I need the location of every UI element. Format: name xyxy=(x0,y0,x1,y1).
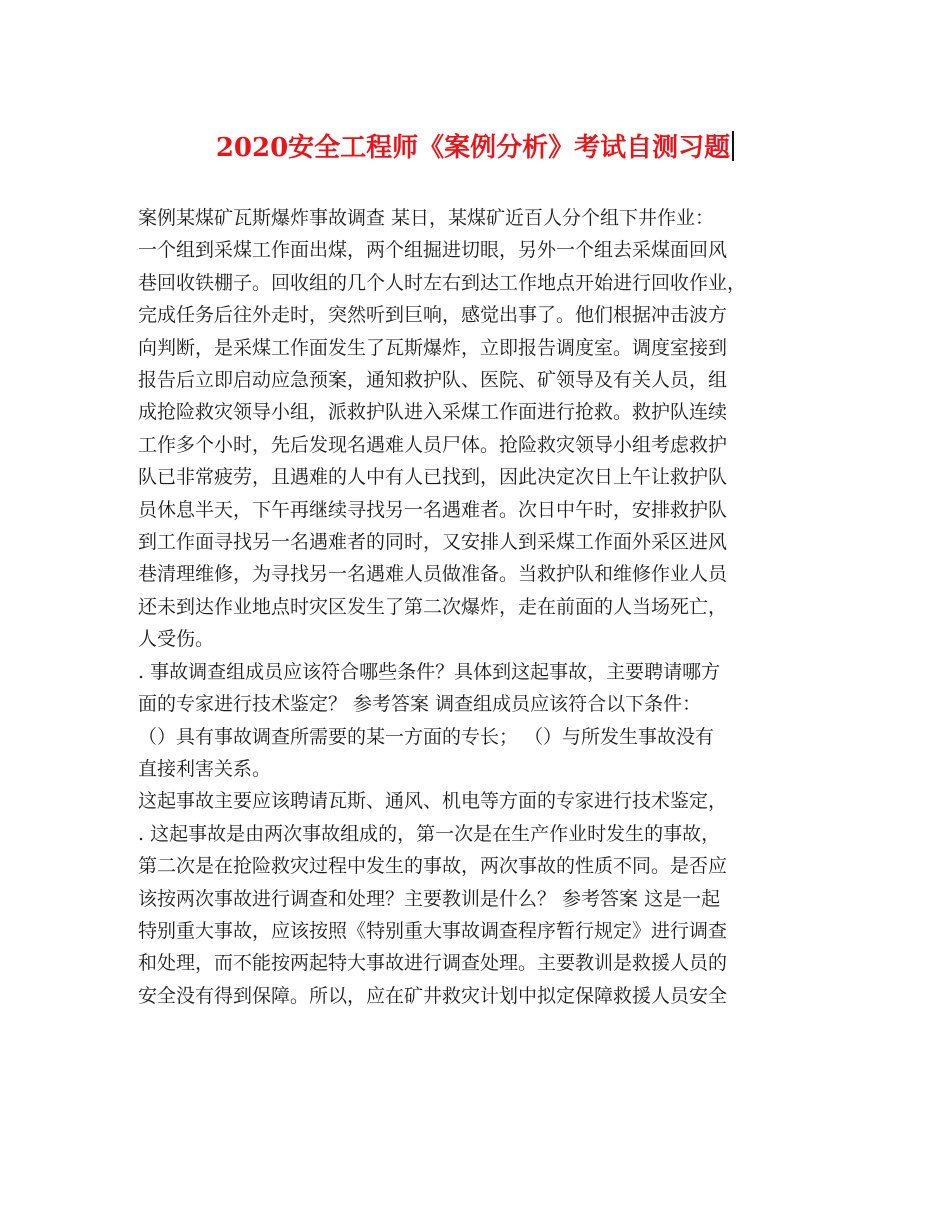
body-line: . 这起事故是由两次事故组成的，第一次是在生产作业时发生的事故， xyxy=(138,822,721,845)
body-line: 到工作面寻找另一名遇难者的同时，又安排人到采煤工作面外采区进风 xyxy=(138,531,728,554)
body-line: （）具有事故调查所需要的某一方面的专长； （）与所发生事故没有 xyxy=(138,725,715,748)
document-body xyxy=(138,202,818,1012)
body-line: 巷回收铁棚子。回收组的几个人时左右到达工作地点开始进行回收作业， xyxy=(138,271,747,294)
body-line: . 事故调查组成员应该符合哪些条件？具体到这起事故，主要聘请哪方 xyxy=(138,660,721,683)
body-line: 巷清理维修，为寻找另一名遇难人员做准备。当救护队和维修作业人员 xyxy=(138,563,728,586)
body-line: 员休息半天，下午再继续寻找另一名遇难者。次日中午时，安排救护队 xyxy=(138,498,728,521)
body-line: 第二次是在抢险救灾过程中发生的事故，两次事故的性质不同。是否应 xyxy=(138,855,728,878)
body-line: 安全没有得到保障。所以，应在矿井救灾计划中拟定保障救援人员安全 xyxy=(138,984,728,1007)
body-line: 一个组到采煤工作面出煤，两个组掘进切眼，另外一个组去采煤面回风 xyxy=(138,239,728,262)
body-line: 这起事故主要应该聘请瓦斯、通风、机电等方面的专家进行技术鉴定， xyxy=(138,790,728,813)
body-line: 面的专家进行技术鉴定？ 参考答案 调查组成员应该符合以下条件： xyxy=(138,693,702,716)
body-line: 案例某煤矿瓦斯爆炸事故调查 某日，某煤矿近百人分个组下井作业： xyxy=(138,207,715,229)
body-line: 报告后立即启动应急预案，通知救护队、医院、矿领导及有关人员，组 xyxy=(138,369,728,392)
document-title xyxy=(0,128,950,168)
body-line: 还未到达作业地点时灾区发生了第二次爆炸，走在前面的人当场死亡， xyxy=(138,595,728,618)
body-line: 队已非常疲劳，且遇难的人中有人已找到，因此决定次日上午让救护队 xyxy=(138,466,728,489)
body-line: 成抢险救灾领导小组，派救护队进入采煤工作面进行抢救。救护队连续 xyxy=(138,401,728,424)
body-line: 特别重大事故，应该按照《特别重大事故调查程序暂行规定》进行调查 xyxy=(138,919,728,942)
body-line: 工作多个小时，先后发现名遇难人员尸体。抢险救灾领导小组考虑救护 xyxy=(138,433,728,456)
body-line: 该按两次事故进行调查和处理？主要教训是什么？ 参考答案 这是一起 xyxy=(138,887,721,910)
document-title-text: 2020安全工程师《案例分析》考试自测习题 xyxy=(215,133,731,163)
body-line: 和处理，而不能按两起特大事故进行调查处理。主要教训是救援人员的 xyxy=(138,952,728,975)
body-line: 完成任务后往外走时，突然听到巨响，感觉出事了。他们根据冲击波方 xyxy=(138,304,728,327)
body-line: 人受伤。 xyxy=(138,628,215,651)
body-line: 直接利害关系。 xyxy=(138,757,272,780)
body-line: 向判断，是采煤工作面发生了瓦斯爆炸，立即报告调度室。调度室接到 xyxy=(138,336,728,359)
text-cursor xyxy=(732,131,734,161)
